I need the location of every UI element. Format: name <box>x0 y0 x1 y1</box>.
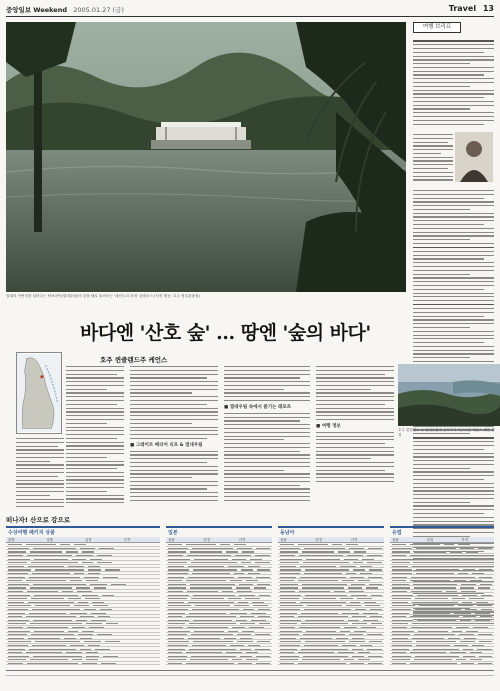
page-number: 13 <box>482 4 494 13</box>
article-column-4 <box>316 366 394 511</box>
section-label <box>449 4 494 13</box>
locator-map <box>16 352 62 434</box>
column-header: 상품 <box>168 538 175 542</box>
hero-photo <box>6 22 406 292</box>
column-header: 상품 <box>280 538 287 542</box>
section-name: Travel <box>448 4 477 13</box>
table-row <box>6 662 160 666</box>
listing-table-europe <box>390 526 494 666</box>
article-column-1 <box>66 366 124 511</box>
table-row <box>166 662 272 666</box>
article-column-3 <box>224 366 310 511</box>
main-headline: 바다엔 '산호 숲' … 땅엔 '숲의 바다' <box>80 322 371 344</box>
table-row <box>390 662 494 666</box>
paper-name <box>6 5 124 14</box>
listings-section-title: 떠나자! 산으로 강으로 <box>6 516 71 524</box>
table-rows <box>6 543 160 665</box>
article-column-0 <box>16 438 64 511</box>
column-header: 가격 <box>461 538 468 542</box>
table-row <box>278 662 384 666</box>
table-rows <box>390 543 494 665</box>
listing-table-title: 일본 <box>168 530 178 536</box>
listing-table-title: 수상여행 패키지 상품 <box>8 530 55 536</box>
footer-rule <box>6 675 494 676</box>
column-header: 가격 <box>123 538 131 542</box>
listing-table-domestic <box>6 526 160 666</box>
story-photo <box>398 364 500 426</box>
article-subhead-2: ■ 열대우림 속에서 즐기는 레포츠 <box>224 404 292 410</box>
issue-date: 2005.01.27 (금) <box>73 6 124 14</box>
column-header: 가격 <box>238 538 246 542</box>
table-rows <box>166 543 272 665</box>
story-photo-caption: 호주 퀸즐랜드 주 열대우림과 산호초가 어우러진 케언스 해안 풍경 <box>398 428 495 437</box>
sidebar-text-block-2 <box>413 134 453 184</box>
column-header: 상품 <box>46 538 54 542</box>
hero-caption: 열대의 자연미를 살려주는 탕보라이(열대우림)의 강을 배로 둘러보는 '데인트리 리버' 관광코스 (사진 제공: 호주 정부관광청) <box>6 294 200 298</box>
column-header: 일정 <box>203 538 210 542</box>
article-subhead-3: ■ 여행 정보 <box>316 423 341 429</box>
listings-tables <box>6 526 494 666</box>
sidebar-portrait-photo <box>455 132 493 182</box>
listing-table-southeast-asia <box>278 526 384 666</box>
article-subhead-1: ■ 그레이트 배리어 리프 & 열대우림 <box>130 442 203 448</box>
article-column-2 <box>130 366 218 511</box>
column-header: 일정 <box>426 538 434 542</box>
column-header: 출발 <box>8 538 15 542</box>
table-rows <box>278 543 384 665</box>
sidebar-tag: 여행 브리프 <box>413 22 461 33</box>
column-header: 일정 <box>85 538 92 542</box>
listing-table-title: 동남아 <box>280 530 295 536</box>
article-title: 호주 퀸즐랜드주 케언스 <box>100 356 168 364</box>
column-header: 가격 <box>350 538 358 542</box>
page-footer <box>6 670 494 684</box>
column-header: 일정 <box>315 538 322 542</box>
listing-table-japan <box>166 526 272 666</box>
column-header: 상품 <box>392 538 399 542</box>
masthead <box>6 5 494 17</box>
paper-title: 중앙일보 Weekend <box>6 6 67 14</box>
sidebar-text-block-1 <box>413 40 494 130</box>
listing-table-title: 유럽 <box>392 530 402 536</box>
